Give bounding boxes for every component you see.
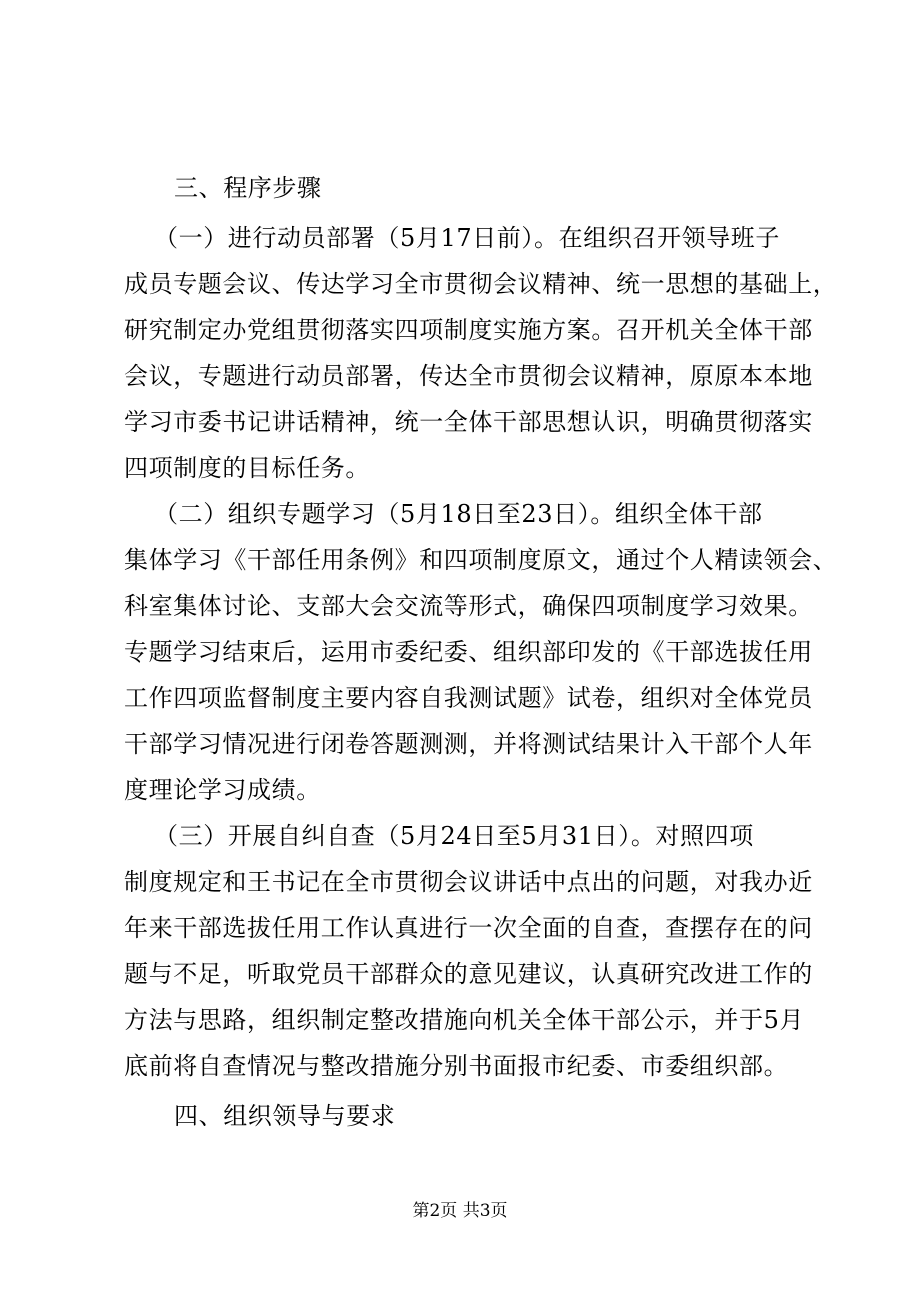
paragraph-line: 专题学习结束后，运用市委纪委、组织部印发的《干部选拔任用: [124, 638, 813, 666]
paragraph-line: 干部学习情况进行闭卷答题测测，并将测试结果计入干部个人年: [124, 730, 813, 758]
page-footer: 第2页 共3页: [412, 1201, 508, 1221]
paragraph-line: 题与不足，听取党员干部群众的意见建议，认真研究改进工作的: [124, 960, 813, 988]
paragraph-line: 制度规定和王书记在全市贯彻会议讲话中点出的问题，对我办近: [124, 868, 813, 896]
paragraph-line: 会议，专题进行动员部署，传达全市贯彻会议精神，原原本本地: [124, 362, 813, 390]
paragraph-line: 方法与思路，组织制定整改措施向机关全体干部公示，并于5月: [124, 1006, 805, 1034]
paragraph-line: （一）进行动员部署（5月17日前）。在组织召开领导班子: [154, 224, 781, 252]
paragraph-line: 工作四项监督制度主要内容自我测试题》试卷，组织对全体党员: [124, 684, 813, 712]
paragraph-line: 成员专题会议、传达学习全市贯彻会议精神、统一思想的基础上，: [124, 270, 838, 298]
section-heading-3: 三、程序步骤: [174, 174, 322, 202]
paragraph-line: 学习市委书记讲话精神，统一全体干部思想认识，明确贯彻落实: [124, 408, 813, 436]
paragraph-line: 研究制定办党组贯彻落实四项制度实施方案。召开机关全体干部: [124, 316, 813, 344]
paragraph-line: 年来干部选拔任用工作认真进行一次全面的自查，查摆存在的问: [124, 914, 813, 942]
paragraph-line: 科室集体讨论、支部大会交流等形式，确保四项制度学习效果。: [124, 592, 813, 620]
paragraph-line: 集体学习《干部任用条例》和四项制度原文，通过个人精读领会、: [124, 546, 838, 574]
paragraph-line: （三）开展自纠自查（5月24日至5月31日）。对照四项: [154, 822, 754, 850]
paragraph-line: 度理论学习成绩。: [124, 776, 321, 804]
paragraph-line: 底前将自查情况与整改措施分别书面报市纪委、市委组织部。: [124, 1052, 789, 1080]
section-heading-4: 四、组织领导与要求: [174, 1102, 396, 1130]
paragraph-line: 四项制度的目标任务。: [124, 454, 370, 482]
paragraph-line: （二）组织专题学习（5月18日至23日）。组织全体干部: [154, 500, 763, 528]
